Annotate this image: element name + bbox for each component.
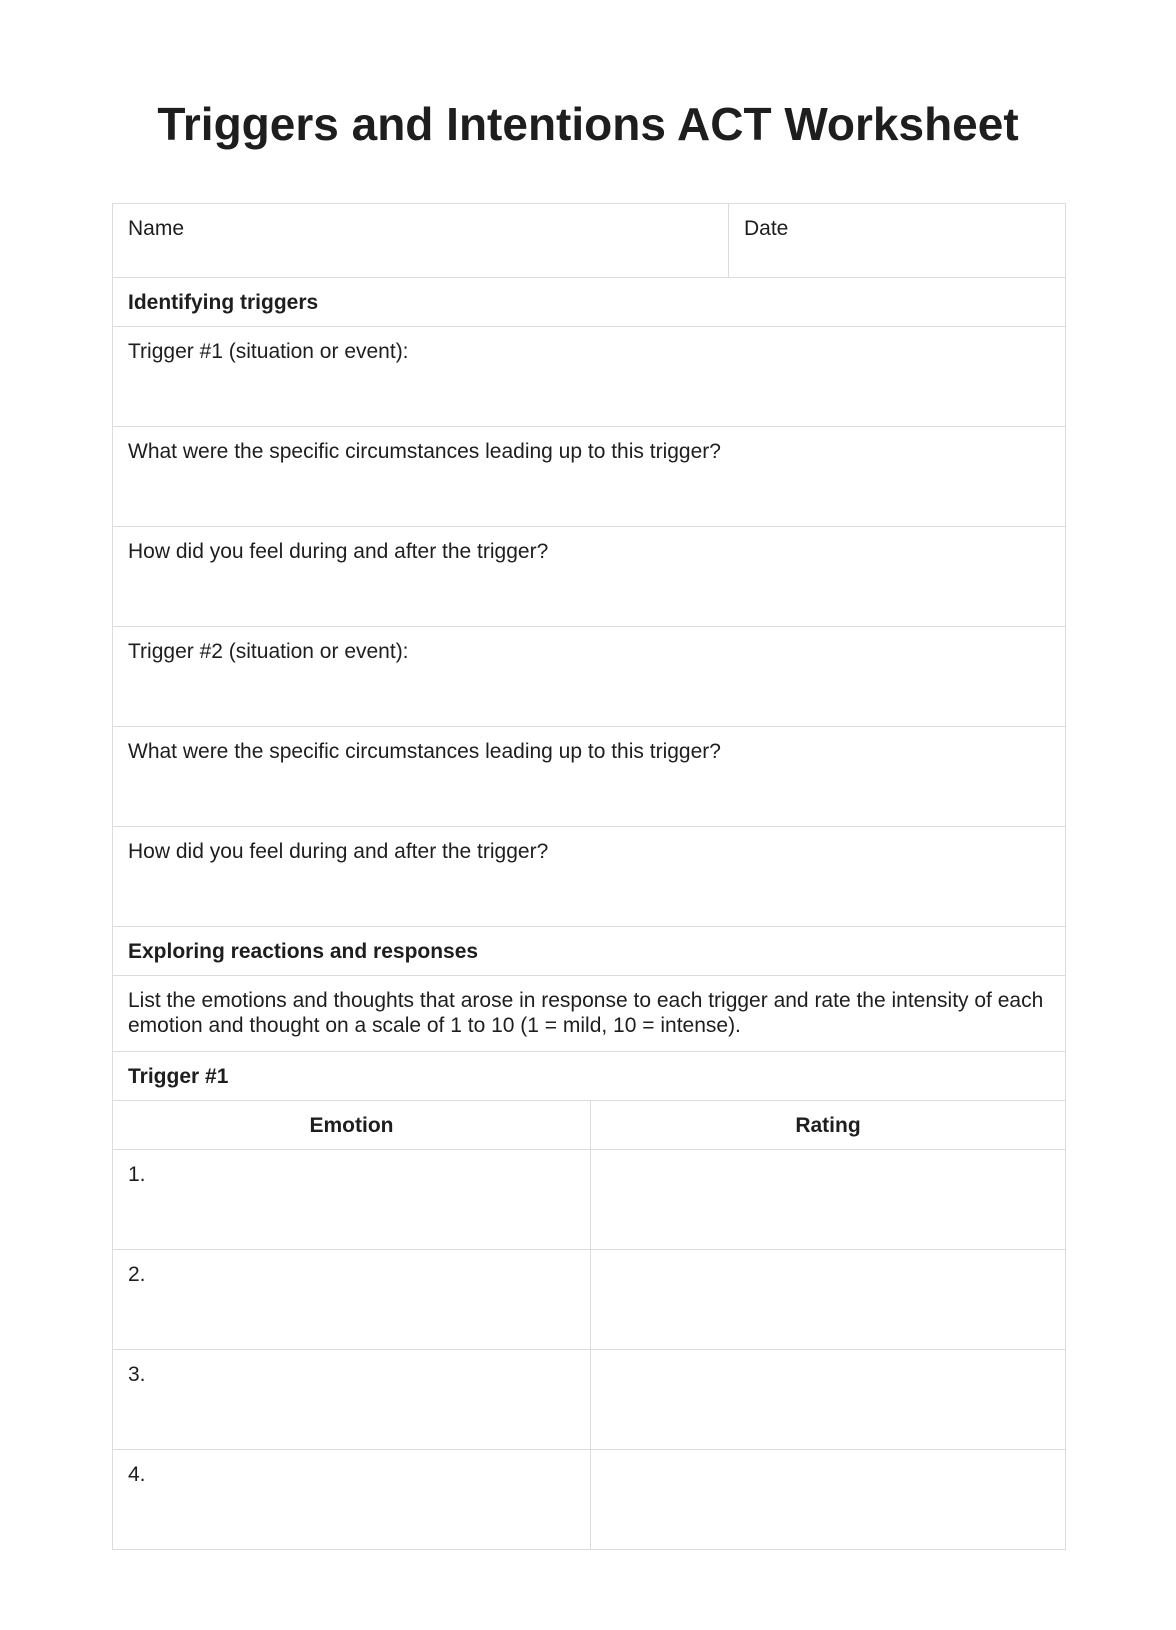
section-heading-exploring-reactions: Exploring reactions and responses	[113, 926, 1065, 975]
trigger-1-circumstances-field[interactable]	[113, 426, 1065, 526]
name-label: Name	[128, 217, 185, 240]
instructions-text: List the emotions and thoughts that arose in response to each trigger and rate the intensity of each emotion and thought on a scale of 1 to 10 (1 = mild, 10 = intense).	[113, 975, 1065, 1051]
name-date-row	[113, 204, 1065, 277]
prompt-label: How did you feel during and after the trigger?	[128, 540, 549, 563]
worksheet-table	[112, 203, 1066, 1550]
column-header-rating: Rating	[590, 1101, 1065, 1149]
table-row	[113, 1349, 1065, 1449]
emotion-table-header	[113, 1100, 1065, 1149]
date-label: Date	[744, 217, 789, 240]
rating-cell[interactable]	[590, 1450, 1065, 1549]
rating-cell[interactable]	[590, 1150, 1065, 1249]
name-field[interactable]	[113, 204, 728, 277]
prompt-label: Trigger #2 (situation or event):	[128, 640, 409, 663]
date-field[interactable]	[728, 204, 1065, 277]
column-header-emotion: Emotion	[309, 1114, 394, 1137]
rating-cell[interactable]	[590, 1350, 1065, 1449]
prompt-label: Trigger #1 (situation or event):	[128, 340, 409, 363]
table-row	[113, 1149, 1065, 1249]
trigger-2-field[interactable]	[113, 626, 1065, 726]
page-title: Triggers and Intentions ACT Worksheet	[157, 98, 1019, 150]
emotion-cell[interactable]: 4.	[128, 1463, 146, 1486]
trigger-1-field[interactable]	[113, 326, 1065, 426]
emotion-cell[interactable]: 1.	[128, 1163, 146, 1186]
section-heading-identifying-triggers: Identifying triggers	[113, 277, 1065, 326]
prompt-label: What were the specific circumstances leading up to this trigger?	[128, 740, 721, 763]
prompt-label: What were the specific circumstances leading up to this trigger?	[128, 440, 721, 463]
prompt-label: How did you feel during and after the trigger?	[128, 840, 549, 863]
trigger-1-feelings-field[interactable]	[113, 526, 1065, 626]
emotion-cell[interactable]: 2.	[128, 1263, 146, 1286]
trigger-1-subheading: Trigger #1	[113, 1051, 1065, 1100]
emotion-cell[interactable]: 3.	[128, 1363, 146, 1386]
table-row	[113, 1249, 1065, 1349]
trigger-2-circumstances-field[interactable]	[113, 726, 1065, 826]
trigger-2-feelings-field[interactable]	[113, 826, 1065, 926]
table-row	[113, 1449, 1065, 1549]
rating-cell[interactable]	[590, 1250, 1065, 1349]
